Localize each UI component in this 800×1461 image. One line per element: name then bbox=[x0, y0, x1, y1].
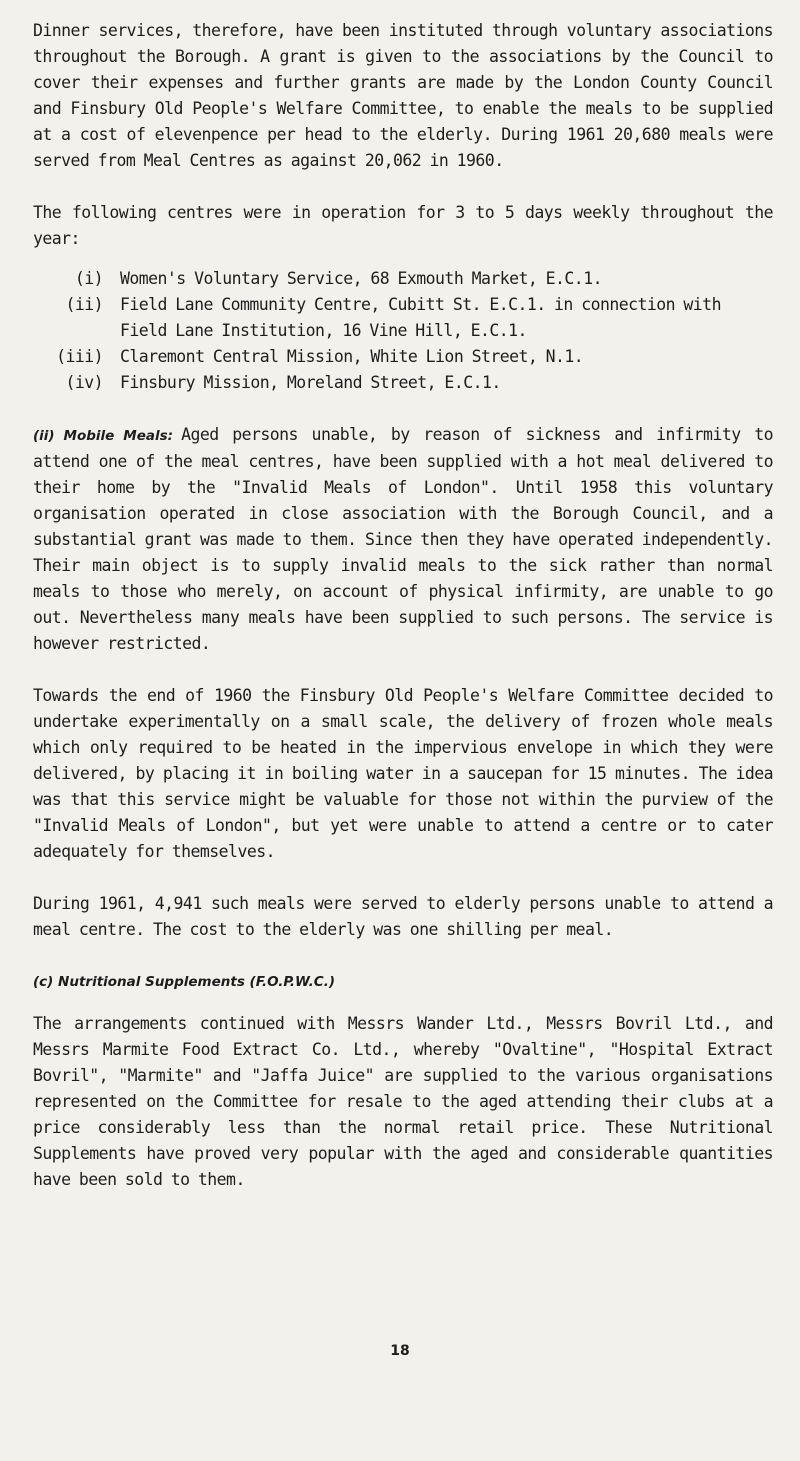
list-item bbox=[33, 292, 773, 344]
paragraph-frozen-meals: Towards the end of 1960 the Finsbury Old People's Welfare Committee decided to undertake experimentally on a small scale, the delivery of frozen whole meals which only required to be heated in the impervious envelope in which they were delivered, by placing it in boiling water in a saucepan for 15 minutes. The idea was that this service might be valuable for those not within the purview of the "Invalid Meals of London", but yet were unable to attend a centre or to cater adequately for themselves. bbox=[33, 686, 773, 861]
paragraph-centres-intro: The following centres were in operation for 3 to 5 days weekly throughout the year: bbox=[33, 203, 773, 248]
list-item-number: (iv) bbox=[65, 373, 103, 392]
list-item-text: Claremont Central Mission, White Lion Street, N.1. bbox=[120, 347, 584, 366]
list-item-number: (ii) bbox=[65, 295, 103, 314]
paragraph-meals-1961: During 1961, 4,941 such meals were served to elderly persons unable to attend a meal centre. The cost to the elderly was one shilling per meal. bbox=[33, 894, 773, 939]
list-item bbox=[33, 370, 773, 396]
paragraph-dinner-services: Dinner services, therefore, have been instituted through voluntary associations throughout the Borough. A grant is given to the associations by the Council to cover their expenses and further grants are made by the London County Council and Finsbury Old People's Welfare Committee, to enable the meals to be supplied at a cost of elevenpence per head to the elderly. During 1961 20,680 meals were served from Meal Centres as against 20,062 in 1960. bbox=[33, 21, 773, 170]
page-number: 18 bbox=[390, 1343, 410, 1359]
list-item-text: Women's Voluntary Service, 68 Exmouth Market, E.C.1. bbox=[120, 269, 602, 288]
list-item-text: Field Lane Community Centre, Cubitt St. E.C.1. in connection with Field Lane Institution, 16 Vine Hill, E.C.1. bbox=[120, 295, 721, 340]
list-item bbox=[33, 344, 773, 370]
document-page bbox=[33, 18, 773, 1193]
paragraph-nutritional-supplements: The arrangements continued with Messrs Wander Ltd., Messrs Bovril Ltd., and Messrs Marmite Food Extract Co. Ltd., whereby "Ovaltine", "Hospital Extract Bovril", "Marmite" and "Jaffa Juice" are supplied to the various organisations represented on the Committee for resale to the aged attending their clubs at a price considerably less than the normal retail price. These Nutritional Supplements have proved very popular with the aged and considerable quantities have been sold to them. bbox=[33, 1014, 773, 1189]
paragraph-mobile-meals bbox=[33, 422, 773, 657]
mobile-meals-text: Aged persons unable, by reason of sickness and infirmity to attend one of the meal centres, have been supplied with a hot meal delivered to their home by the "Invalid Meals of London". Until 1958 this voluntary organisation operated in close association with the Borough Council, and a substantial grant was made to them. Since then they have operated independently. Their main object is to supply invalid meals to the sick rather than normal meals to those who merely, on account of physical infirmity, are unable to go out. Nevertheless many meals have been supplied to such persons. The service is however restricted. bbox=[33, 425, 773, 653]
centres-list bbox=[33, 266, 773, 396]
list-item-text: Finsbury Mission, Moreland Street, E.C.1. bbox=[120, 373, 501, 392]
mobile-meals-heading: (ii) Mobile Meals: bbox=[33, 428, 174, 444]
list-item bbox=[33, 266, 773, 292]
list-item-number: (i) bbox=[74, 269, 103, 288]
list-item-number: (iii) bbox=[56, 347, 103, 366]
nutritional-supplements-heading: (c) Nutritional Supplements (F.O.P.W.C.) bbox=[33, 974, 336, 990]
